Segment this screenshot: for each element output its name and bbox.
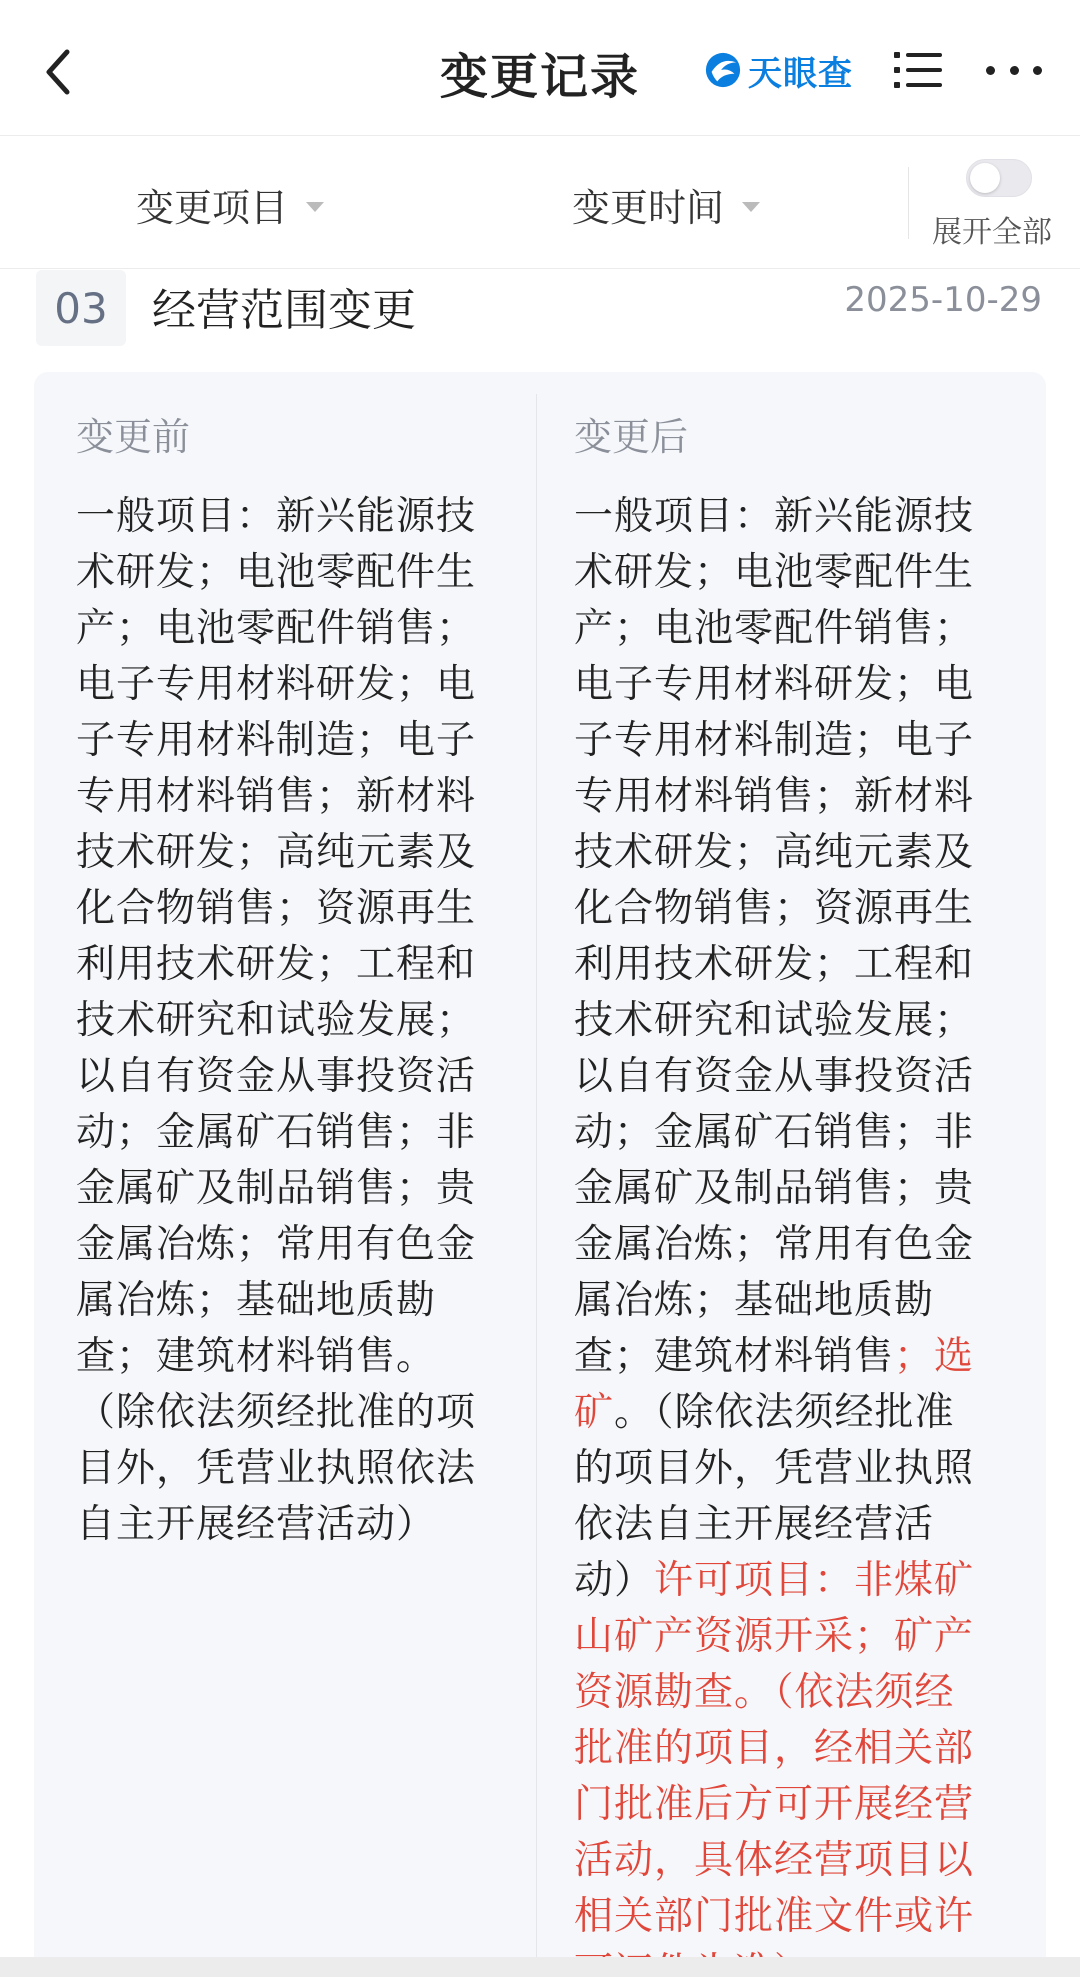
caret-down-icon — [742, 202, 760, 212]
change-compare-card — [34, 372, 1046, 1977]
toggle-knob — [970, 163, 1000, 193]
tianyancha-logo-icon — [704, 51, 742, 89]
more-dot — [1033, 66, 1042, 75]
brand-name: 天眼查 — [748, 53, 853, 94]
more-horizontal-icon — [986, 66, 995, 75]
after-column — [574, 406, 994, 1977]
record-date: 2025-10-29 — [844, 280, 1042, 320]
filter-change-item-label: 变更项目 — [136, 186, 289, 230]
bottom-edge — [0, 1957, 1080, 1977]
before-column — [76, 406, 496, 1553]
list-menu-button[interactable] — [892, 46, 944, 94]
after-text-added: ；选矿 — [574, 1334, 975, 1435]
after-text-unchanged: 一般项目：新兴能源技术研发；电池零配件生产；电池零配件销售；电子专用材料研发；电子专用材料制造；电子专用材料销售；新材料技术研发；高纯元素及化合物销售；资源再生利用技术研发；工程和技术研究和试验发展；以自有资金从事投资活动；金属矿石销售；非金属矿及制品销售；贵金属冶炼；常用有色金属冶炼；基础地质勘查；建筑材料销售 — [574, 494, 975, 1379]
filter-change-time[interactable] — [572, 177, 760, 232]
after-content — [574, 489, 994, 1977]
top-nav-bar — [0, 0, 1080, 136]
caret-down-icon — [306, 202, 324, 212]
before-content: 一般项目：新兴能源技术研发；电池零配件生产；电池零配件销售；电子专用材料研发；电子专用材料制造；电子专用材料销售；新材料技术研发；高纯元素及化合物销售；资源再生利用技术研发；工程和技术研究和试验发展；以自有资金从事投资活动；金属矿石销售；非金属矿及制品销售；贵金属冶炼；常用有色金属冶炼；基础地质勘查；建筑材料销售。（除依法须经批准的项目外，凭营业执照依法自主开展经营活动） — [76, 494, 477, 1547]
divider — [908, 167, 909, 239]
brand-logo[interactable] — [704, 46, 853, 94]
filter-bar — [0, 137, 1080, 269]
page-title: 变更记录 — [439, 49, 640, 105]
record-title: 经营范围变更 — [152, 285, 416, 336]
record-index-badge: 03 — [36, 270, 126, 346]
expand-all-label: 展开全部 — [932, 215, 1052, 250]
before-label: 变更前 — [76, 415, 191, 459]
more-dot — [1010, 66, 1019, 75]
column-divider — [536, 394, 537, 1977]
after-label: 变更后 — [574, 415, 689, 459]
list-icon — [892, 46, 944, 94]
filter-change-time-label: 变更时间 — [572, 186, 725, 230]
after-text-added: 许可项目：非煤矿山矿产资源开采；矿产资源勘查。（依法须经批准的项目，经相关部门批准后方可开展经营活动，具体经营项目以相关部门批准文件或许 — [574, 1558, 975, 1939]
more-options-button[interactable] — [986, 46, 1042, 94]
filter-change-item[interactable] — [136, 177, 324, 232]
after-text-unchanged: 。（除依法须经批准的项目外，凭营业执照依法自主开展经营活动） — [574, 1390, 975, 1603]
expand-all-toggle[interactable] — [966, 159, 1032, 197]
record-header[interactable] — [0, 270, 1080, 360]
